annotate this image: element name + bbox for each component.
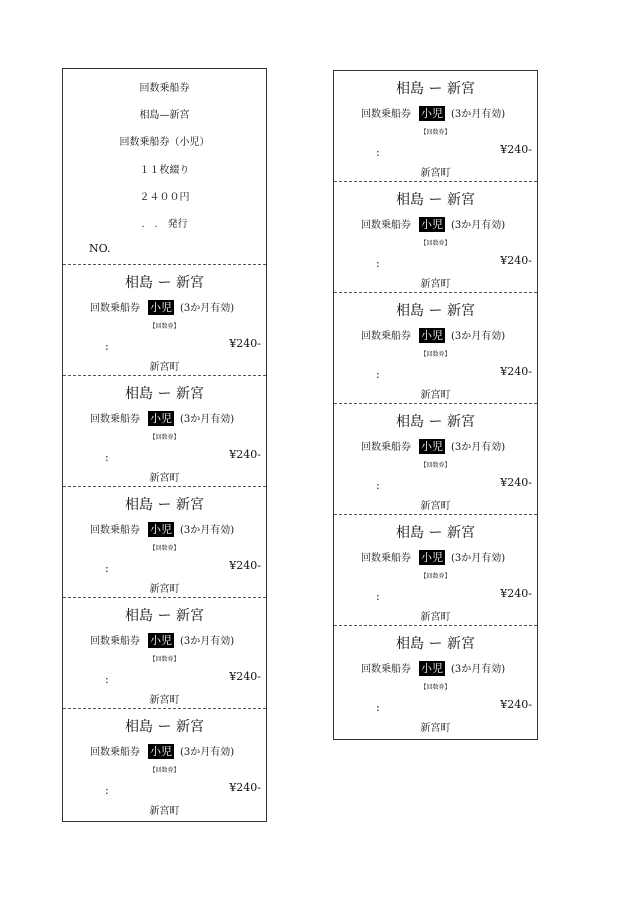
ticket-station: 新宮町	[149, 473, 180, 484]
ticket-validity: (3か月有効)	[180, 414, 235, 425]
ticket-type: 回数乗船券	[90, 747, 140, 758]
child-badge: 小児	[421, 218, 443, 231]
cover-kind: 回数乗船券（小児）	[119, 137, 210, 148]
ticket-validity: (3か月有効)	[451, 442, 506, 453]
ticket-colon: :	[376, 368, 380, 381]
ticket-stub	[334, 293, 537, 404]
ticket-station: 新宮町	[420, 168, 451, 179]
ticket-tag: 【回数券】	[420, 351, 451, 358]
ticket-price: ¥240-	[229, 670, 261, 683]
ticket-station: 新宮町	[420, 723, 451, 734]
child-badge: 小児	[150, 412, 172, 425]
ticket-colon: :	[105, 784, 109, 797]
ticket-type-line	[361, 438, 505, 454]
ticket-colon: :	[376, 701, 380, 714]
ticket-station: 新宮町	[149, 362, 180, 373]
child-badge: 小児	[150, 523, 172, 536]
ticket-station: 新宮町	[149, 584, 180, 595]
cover-count: １１枚綴り	[139, 165, 190, 176]
ticket-type-line	[361, 216, 505, 232]
ticket-colon: :	[105, 673, 109, 686]
ticket-route: 相島 ー 新宮	[396, 192, 475, 208]
ticket-validity: (3か月有効)	[180, 636, 235, 647]
ticket-price: ¥240-	[500, 143, 532, 156]
ticket-route: 相島 ー 新宮	[396, 525, 475, 541]
ticket-type-line	[361, 105, 505, 121]
ticket-booklet-left	[62, 68, 267, 822]
ticket-price: ¥240-	[500, 476, 532, 489]
ticket-type: 回数乗船券	[361, 220, 411, 231]
ticket-stub	[63, 265, 266, 376]
ticket-tag: 【回数券】	[149, 323, 180, 330]
ticket-stub	[334, 404, 537, 515]
ticket-colon: :	[376, 257, 380, 270]
ticket-tag: 【回数券】	[420, 240, 451, 247]
ticket-type: 回数乗船券	[90, 636, 140, 647]
ticket-validity: (3か月有効)	[180, 303, 235, 314]
ticket-type: 回数乗船券	[361, 109, 411, 120]
ticket-price: ¥240-	[500, 254, 532, 267]
child-badge: 小児	[421, 551, 443, 564]
ticket-stub	[334, 71, 537, 182]
child-badge: 小児	[150, 745, 172, 758]
ticket-validity: (3か月有効)	[451, 220, 506, 231]
ticket-tag: 【回数券】	[149, 434, 180, 441]
ticket-validity: (3か月有効)	[451, 331, 506, 342]
ticket-validity: (3か月有効)	[451, 664, 506, 675]
ticket-booklet-right	[333, 70, 538, 740]
ticket-price: ¥240-	[500, 365, 532, 378]
ticket-type: 回数乗船券	[361, 664, 411, 675]
ticket-stub	[334, 515, 537, 626]
ticket-stub	[63, 487, 266, 598]
ticket-price: ¥240-	[229, 781, 261, 794]
ticket-type-line	[90, 410, 234, 426]
ticket-stub	[334, 182, 537, 293]
cover-price: ２４００円	[139, 192, 190, 203]
ticket-station: 新宮町	[420, 501, 451, 512]
cover-number: NO.	[89, 242, 111, 255]
ticket-stub	[63, 709, 266, 820]
ticket-tag: 【回数券】	[420, 573, 451, 580]
ticket-route: 相島 ー 新宮	[125, 497, 204, 513]
ticket-validity: (3か月有効)	[451, 553, 506, 564]
child-badge: 小児	[150, 301, 172, 314]
ticket-tag: 【回数券】	[149, 656, 180, 663]
ticket-type-line	[361, 660, 505, 676]
ticket-type-line	[90, 632, 234, 648]
ticket-route: 相島 ー 新宮	[396, 303, 475, 319]
ticket-price: ¥240-	[229, 559, 261, 572]
ticket-colon: :	[376, 479, 380, 492]
ticket-tag: 【回数券】	[420, 462, 451, 469]
ticket-type-line	[361, 327, 505, 343]
ticket-price: ¥240-	[229, 448, 261, 461]
ticket-route: 相島 ー 新宮	[396, 414, 475, 430]
ticket-type-line	[90, 299, 234, 315]
ticket-route: 相島 ー 新宮	[125, 386, 204, 402]
ticket-route: 相島 ー 新宮	[125, 608, 204, 624]
ticket-validity: (3か月有効)	[180, 525, 235, 536]
cover-issue: . . 発行	[141, 219, 188, 230]
ticket-price: ¥240-	[500, 587, 532, 600]
ticket-price: ¥240-	[500, 698, 532, 711]
ticket-tag: 【回数券】	[420, 129, 451, 136]
ticket-station: 新宮町	[420, 279, 451, 290]
ticket-station: 新宮町	[149, 695, 180, 706]
ticket-type: 回数乗船券	[90, 525, 140, 536]
child-badge: 小児	[421, 662, 443, 675]
child-badge: 小児	[421, 440, 443, 453]
ticket-route: 相島 ー 新宮	[396, 636, 475, 652]
ticket-route: 相島 ー 新宮	[125, 275, 204, 291]
ticket-type-line	[90, 521, 234, 537]
ticket-price: ¥240-	[229, 337, 261, 350]
ticket-station: 新宮町	[149, 806, 180, 817]
ticket-colon: :	[105, 562, 109, 575]
ticket-station: 新宮町	[420, 390, 451, 401]
ticket-colon: :	[376, 146, 380, 159]
child-badge: 小児	[421, 329, 443, 342]
ticket-stub	[63, 376, 266, 487]
ticket-validity: (3か月有効)	[451, 109, 506, 120]
ticket-type-line	[361, 549, 505, 565]
child-badge: 小児	[150, 634, 172, 647]
ticket-type: 回数乗船券	[90, 414, 140, 425]
ticket-colon: :	[105, 451, 109, 464]
ticket-validity: (3か月有効)	[180, 747, 235, 758]
ticket-type-line	[90, 743, 234, 759]
cover-title: 回数乗船券	[139, 83, 190, 94]
cover-route: 相島—新宮	[139, 110, 190, 121]
ticket-type: 回数乗船券	[361, 331, 411, 342]
ticket-colon: :	[105, 340, 109, 353]
ticket-type: 回数乗船券	[361, 553, 411, 564]
ticket-type: 回数乗船券	[90, 303, 140, 314]
ticket-tag: 【回数券】	[149, 545, 180, 552]
ticket-route: 相島 ー 新宮	[396, 81, 475, 97]
ticket-colon: :	[376, 590, 380, 603]
ticket-station: 新宮町	[420, 612, 451, 623]
ticket-tag: 【回数券】	[149, 767, 180, 774]
child-badge: 小児	[421, 107, 443, 120]
ticket-route: 相島 ー 新宮	[125, 719, 204, 735]
ticket-stub	[334, 626, 537, 737]
booklet-cover	[63, 69, 266, 265]
ticket-tag: 【回数券】	[420, 684, 451, 691]
ticket-stub	[63, 598, 266, 709]
ticket-type: 回数乗船券	[361, 442, 411, 453]
